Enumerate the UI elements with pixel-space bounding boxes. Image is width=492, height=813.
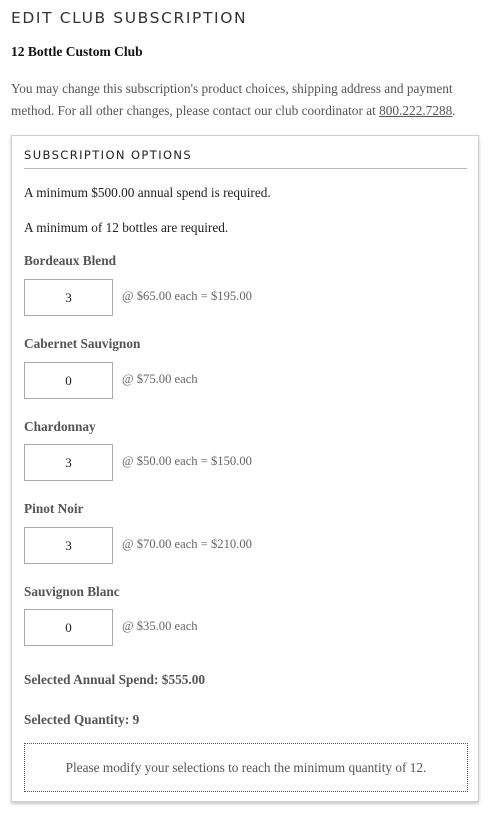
price-chardonnay: @ $50.00 each = $150.00 xyxy=(122,454,252,468)
selected-quantity: Selected Quantity: 9 xyxy=(24,712,140,727)
selected-annual-spend: Selected Annual Spend: $555.00 xyxy=(24,672,206,687)
panel-divider xyxy=(24,168,467,169)
min-spend-requirement: A minimum $500.00 annual spend is required. xyxy=(24,185,271,200)
subscription-options-panel xyxy=(11,135,479,802)
minimum-quantity-notice: Please modify your selections to reach the minimum quantity of 12. xyxy=(24,743,468,792)
wine-label-chardonnay: Chardonnay xyxy=(24,419,96,434)
wine-label-sauvignon-blanc: Sauvignon Blanc xyxy=(24,584,120,599)
page-title: EDIT CLUB SUBSCRIPTION xyxy=(11,9,248,27)
quantity-input-sauvignon-blanc[interactable] xyxy=(24,609,113,646)
quantity-input-chardonnay[interactable] xyxy=(24,444,113,481)
wine-label-cabernet-sauvignon: Cabernet Sauvignon xyxy=(24,336,141,351)
quantity-input-cabernet-sauvignon[interactable] xyxy=(24,362,113,399)
intro-end: . xyxy=(452,103,456,118)
price-bordeaux-blend: @ $65.00 each = $195.00 xyxy=(122,289,252,303)
price-sauvignon-blanc: @ $35.00 each xyxy=(122,619,198,633)
quantity-input-pinot-noir[interactable] xyxy=(24,527,113,564)
price-cabernet-sauvignon: @ $75.00 each xyxy=(122,372,198,386)
quantity-input-bordeaux-blend[interactable] xyxy=(24,279,113,316)
min-bottles-requirement: A minimum of 12 bottles are required. xyxy=(24,220,229,235)
club-name: 12 Bottle Custom Club xyxy=(11,44,143,59)
price-pinot-noir: @ $70.00 each = $210.00 xyxy=(122,537,252,551)
intro-paragraph xyxy=(11,78,481,122)
panel-title: SUBSCRIPTION OPTIONS xyxy=(24,148,193,162)
wine-label-pinot-noir: Pinot Noir xyxy=(24,501,84,516)
intro-text: You may change this subscription's product choices, shipping address and payment method. For all other changes, please contact our club coordinator at xyxy=(11,81,453,118)
coordinator-phone-link[interactable]: 800.222.7288 xyxy=(379,103,453,118)
wine-label-bordeaux-blend: Bordeaux Blend xyxy=(24,253,116,268)
